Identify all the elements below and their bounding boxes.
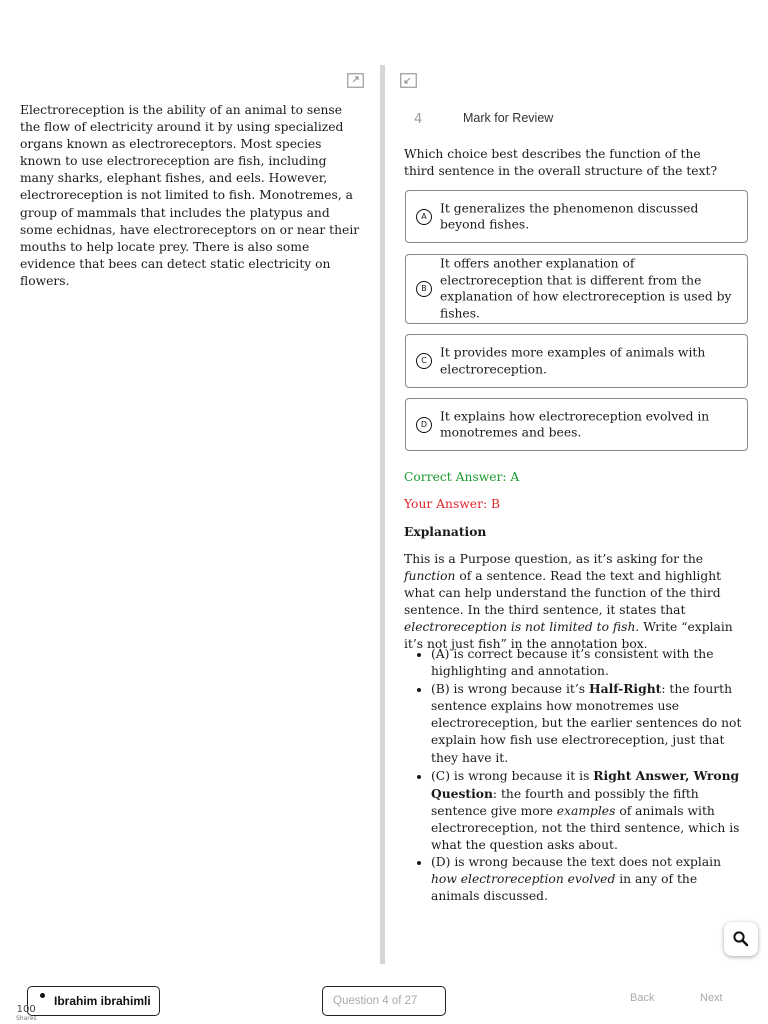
next-button[interactable]: Next [700,992,723,1004]
answer-option-b[interactable] [405,254,748,324]
option-text: It explains how electroreception evolved in monotremes and bees. [440,408,710,440]
user-dot-icon [40,993,45,998]
expand-icon[interactable] [347,73,364,88]
bullet-emphasis: Half-Right [589,681,662,697]
explanation-text: of a sentence. Read the text and highlight what can help understand the function of the third sentence. In the third sentence, it states that [404,569,722,618]
explanation-bullets [431,646,749,905]
bullet-text: (C) is wrong because it is [431,768,594,783]
question-text: Which choice best describes the function of the third sentence in the overall structure of the text? [404,147,718,178]
question-pane [385,60,768,964]
bullet-item-b [431,680,749,766]
option-text: It provides more examples of animals with electroreception. [440,345,706,376]
explanation-title: Explanation [404,524,487,539]
bullet-text: (B) is wrong because it’s [431,682,589,697]
your-answer: Your Answer: B [404,497,501,511]
bullet-text: in any of the animals discussed. [431,872,698,904]
option-text: It offers another explanation of electroreception that is different from the explanation of how electroreception is used by fishes. [440,256,732,321]
search-icon [724,922,758,956]
question-navigator-button[interactable] [322,986,446,1016]
bullet-text: : the fourth sentence explains how monotremes use electroreception, but the earlier sentences do not explain how fish use electroreception, just that they have it. [431,682,742,765]
bullet-emphasis: examples [556,803,616,818]
question-number: 4 [414,112,423,127]
option-letter: C [416,353,432,369]
answer-option-a[interactable] [405,190,748,243]
explanation-text: . Write “explain it’s not just fish” in the annotation box. [404,620,733,652]
mark-for-review-button[interactable]: Mark for Review [463,111,554,125]
question-navigator-label: Question 4 of 27 [333,995,418,1007]
search-button[interactable] [724,922,758,956]
explanation-emphasis: electroreception is not limited to fish [404,620,636,635]
bullet-text: (A) is correct because it’s consistent with the highlighting and annotation. [431,647,714,679]
correct-answer: Correct Answer: A [404,470,520,484]
answer-option-d[interactable] [405,398,748,451]
bullet-text: : the fourth and possibly the fifth sentence give more [431,786,699,818]
explanation-paragraph [404,551,749,654]
bullet-item-d [431,854,749,905]
user-name: Ibrahim ibrahimli [54,994,151,1008]
option-text: It generalizes the phenomenon discussed beyond fishes. [440,200,699,232]
back-button[interactable]: Back [630,992,655,1004]
option-letter: D [416,417,432,433]
bullet-emphasis: Right Answer, Wrong Question [431,767,740,801]
bullet-item-c [431,767,749,854]
bullet-item-a [431,646,749,680]
explanation-text: This is a Purpose question, as it’s asking for the [404,552,704,566]
shares-label: Shares [16,1015,37,1022]
passage-text: Electroreception is the ability of an animal to sense the flow of electricity around it by using specialized organs known as electroreceptors. Most species known to use electroreception are fish, including many sharks, elephant fishes, and eels. However, electroreception is not limited to fish. Monotremes, a group of mammals that includes the platypus and some echidnas, have electroreceptors on or near their mouths to help locate prey. There is also some evidence that bees can detect static electricity on flowers. [20,103,360,288]
bullet-emphasis: how electroreception evolved [431,872,616,887]
user-chip[interactable] [27,986,160,1016]
collapse-icon[interactable] [400,73,417,88]
option-letter: B [416,281,432,297]
shares-count: 100 [16,1004,36,1015]
bottom-bar [0,976,768,1024]
explanation-emphasis: function [404,569,456,584]
bullet-text: of animals with electroreception, not the third sentence, which is what the question asks about. [431,803,740,853]
option-letter: A [416,209,432,225]
passage-pane [0,60,380,964]
shares-counter [16,1004,36,1023]
answer-option-c[interactable] [405,334,748,388]
bullet-text: (D) is wrong because the text does not explain [431,855,722,870]
